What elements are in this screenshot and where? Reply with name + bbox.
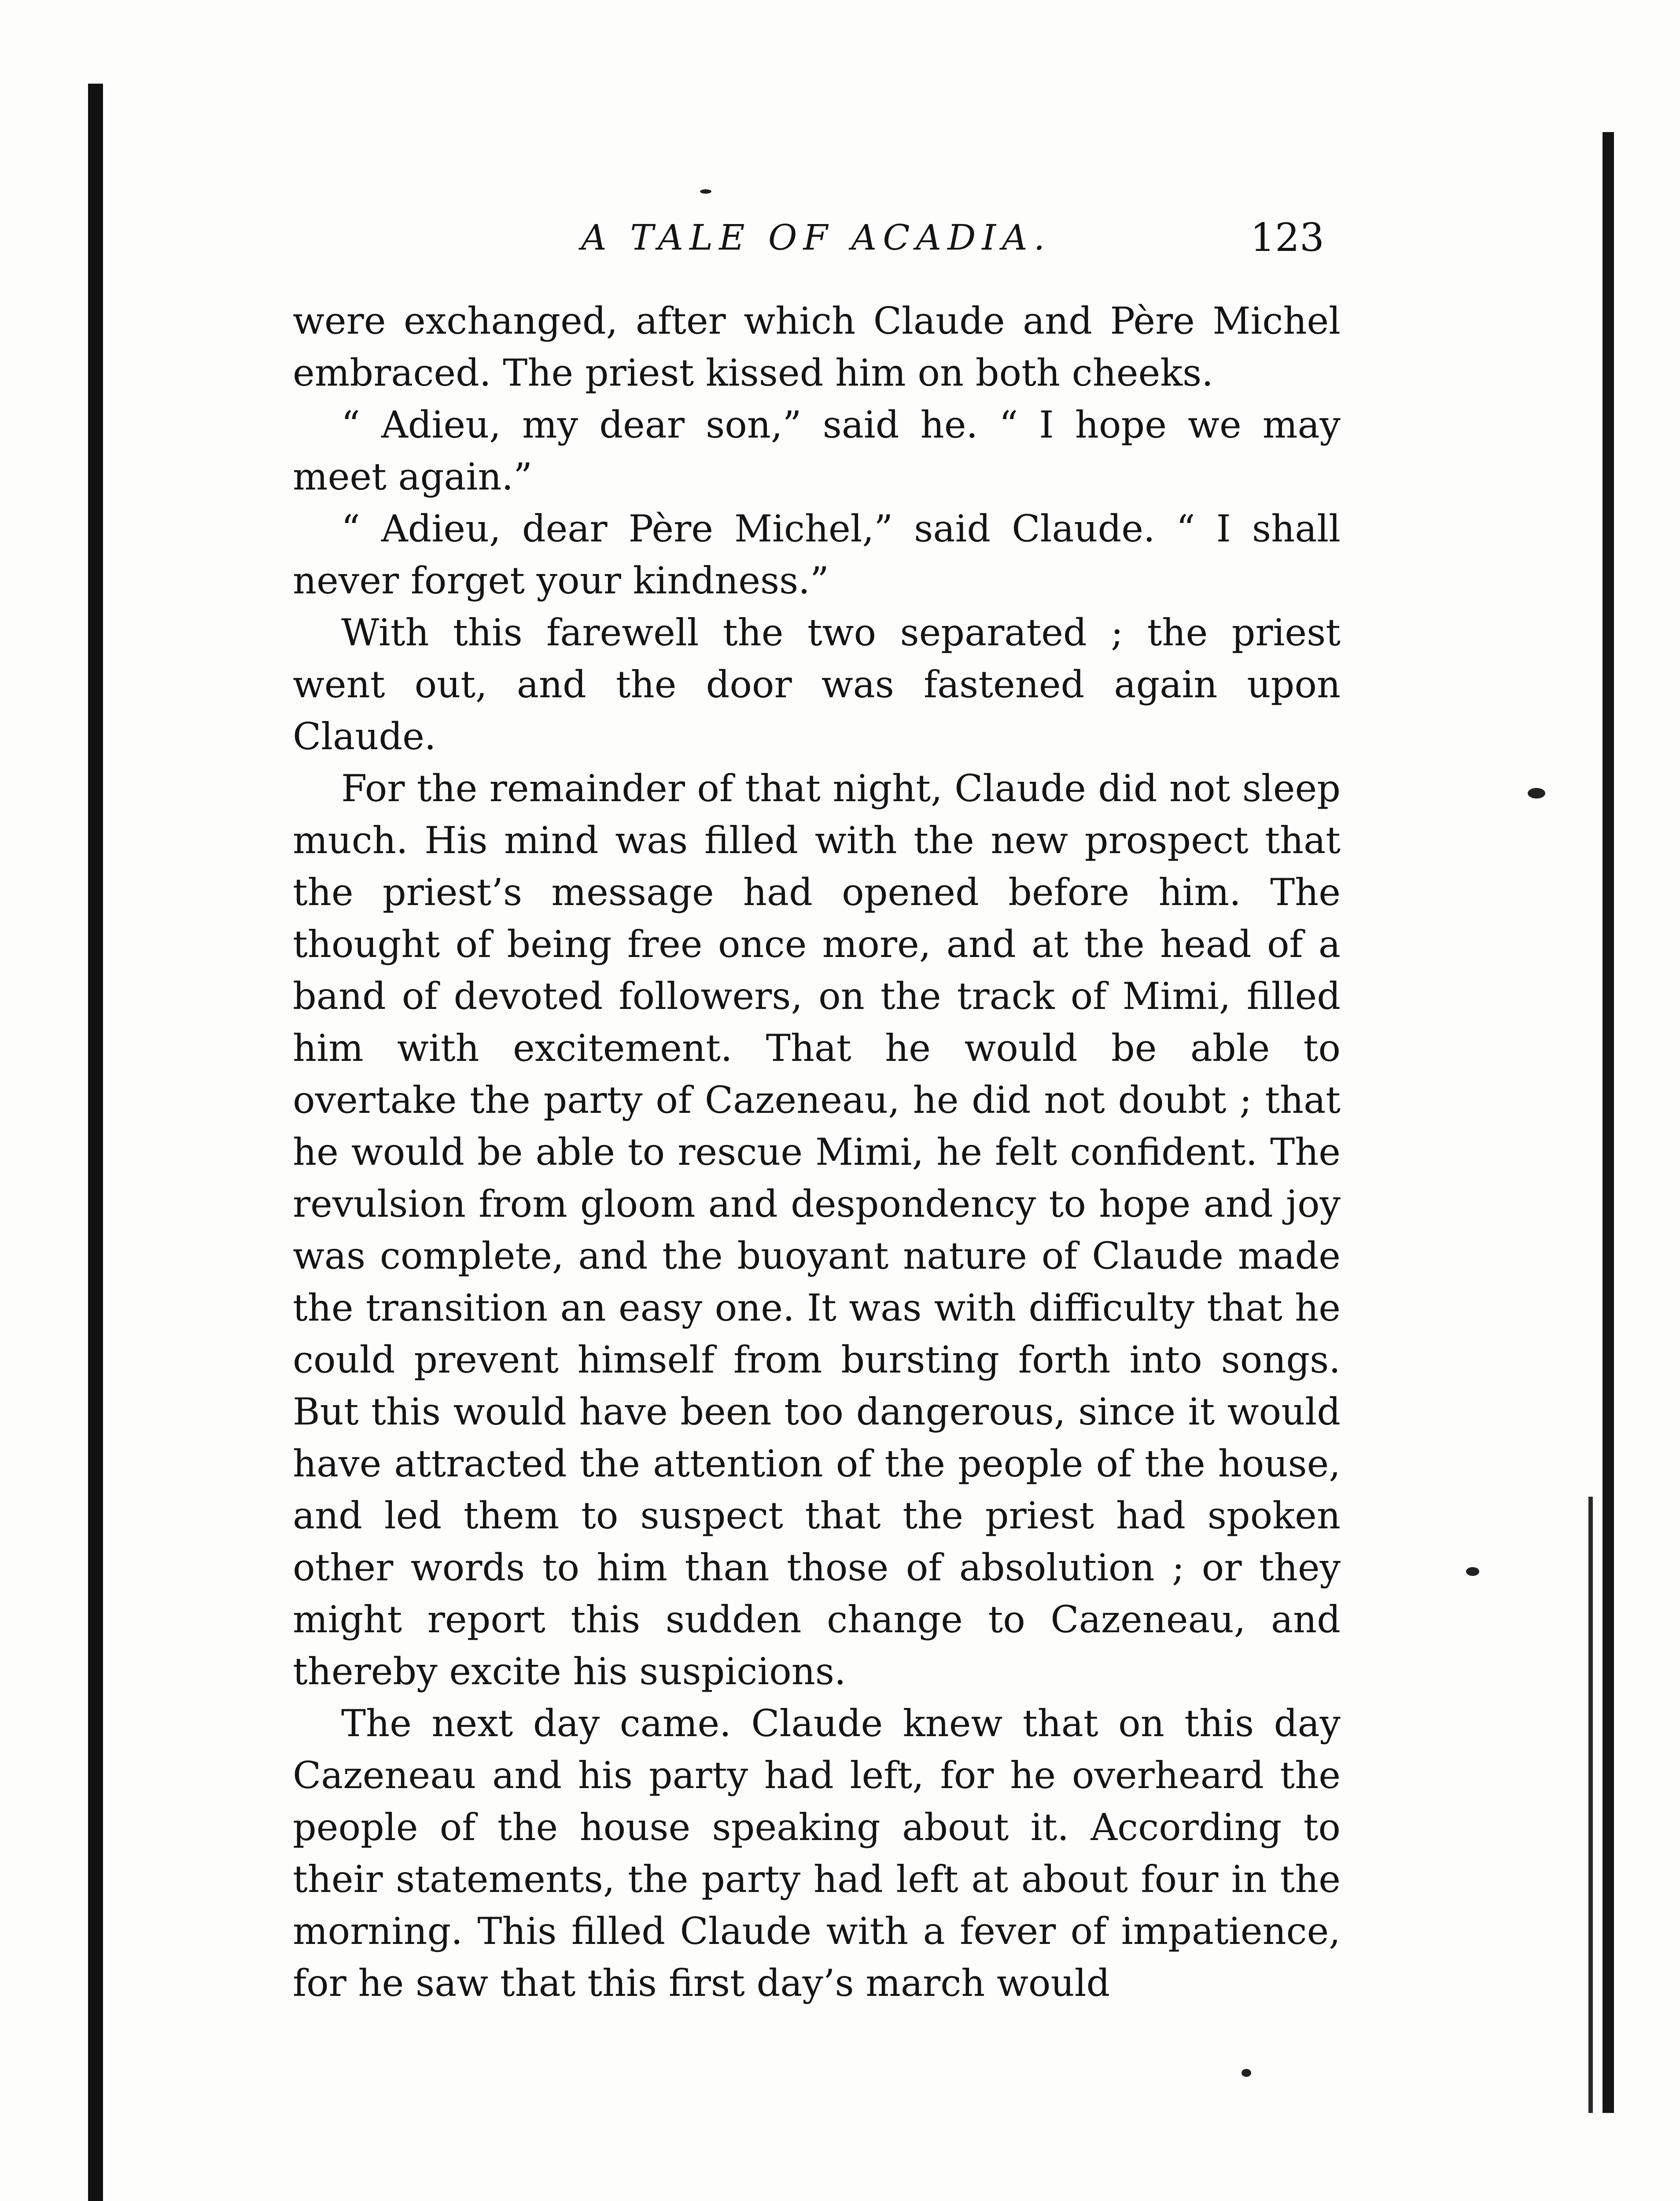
- paragraph: With this farewell the two separated ; the priest went out, and the door was fastened again upon Claude.: [293, 611, 1341, 758]
- body-text: [293, 295, 1341, 2009]
- paragraph: For the remainder of that night, Claude did not sleep much. His mind was filled with the new prospect that the priest’s message had opened before him. The thought of being free once more, and at the head of a band of devoted followers, on the track of Mimi, filled him with excitement. That he would be able to overtake the party of Cazeneau, he did not doubt ; that he would be able to rescue Mimi, he felt confident. The revulsion from gloom and despondency to hope and joy was complete, and the buoyant nature of Claude made the transition an easy one. It was with difficulty that he could prevent himself from bursting forth into songs. But this would have been too dangerous, since it would have attracted the attention of the people of the house, and led them to suspect that the priest had spoken other words to him than those of absolution ; or they might report this sudden change to Cazeneau, and thereby excite his suspicions.: [293, 767, 1341, 1693]
- left-binding-edge: [88, 84, 103, 2201]
- page-number: 123: [1250, 215, 1324, 260]
- scan-speck: [1466, 1567, 1479, 1576]
- running-head: [291, 207, 1347, 269]
- scan-speck: [1242, 2069, 1251, 2077]
- paragraph: “ Adieu, my dear son,” said he. “ I hope we may meet again.”: [293, 403, 1341, 498]
- scan-speck: [1528, 788, 1545, 799]
- paragraph: The next day came. Claude knew that on this day Cazeneau and his party had left, for he overheard the people of the house speaking about it. According to their statements, the party had left at about four in the morning. This filled Claude with a fever of impatience, for he saw that this first day’s march would: [293, 1702, 1341, 2005]
- paragraph: were exchanged, after which Claude and Père Michel embraced. The priest kissed him on both cheeks.: [293, 299, 1341, 394]
- running-title: A TALE OF ACADIA.: [581, 217, 1051, 258]
- paragraph: “ Adieu, dear Père Michel,” said Claude. “ I shall never forget your kindness.”: [293, 507, 1341, 602]
- scan-speck: [700, 189, 711, 194]
- right-page-edge: [1603, 132, 1614, 2113]
- right-page-edge-inner: [1588, 1497, 1593, 2113]
